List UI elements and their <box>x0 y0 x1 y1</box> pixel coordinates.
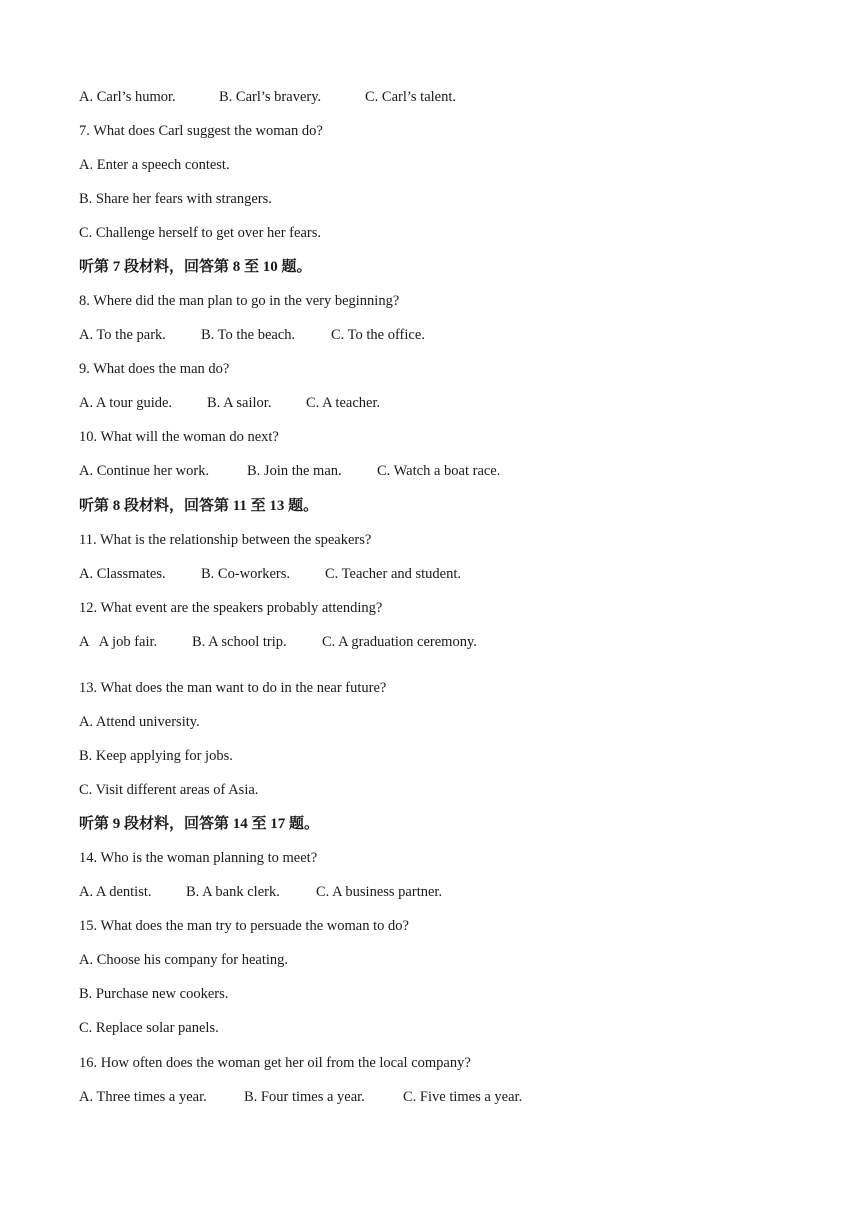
section-heading-7: 听第 7 段材料，回答第 8 至 10 题。 <box>79 259 312 275</box>
option-b: B. To the beach. <box>201 327 296 343</box>
question-9-options <box>79 394 380 412</box>
option-a: A. A tour guide. <box>79 395 173 411</box>
option-c: C. A graduation ceremony. <box>322 634 477 650</box>
option-c: C. A teacher. <box>306 395 381 411</box>
question-7-option-b: B. Share her fears with strangers. <box>79 191 272 207</box>
option-c: C. A business partner. <box>316 884 443 900</box>
question-12-options <box>79 633 477 651</box>
option-a: A. Classmates. <box>79 566 166 582</box>
question-13-option-a: A. Attend university. <box>79 714 200 730</box>
question-11-options <box>79 565 461 583</box>
question-13-option-b: B. Keep applying for jobs. <box>79 748 233 764</box>
option-b: B. Join the man. <box>247 463 342 479</box>
question-16: 16. How often does the woman get her oil from the local company? <box>79 1055 471 1071</box>
option-a: A. Carl’s humor. <box>79 89 176 105</box>
question-7: 7. What does Carl suggest the woman do? <box>79 123 323 139</box>
option-a: A. To the park. <box>79 327 166 343</box>
option-c: C. Teacher and student. <box>325 566 462 582</box>
question-14: 14. Who is the woman planning to meet? <box>79 850 318 866</box>
question-7-option-c: C. Challenge herself to get over her fears. <box>79 225 321 241</box>
option-a: A. Continue her work. <box>79 463 210 479</box>
question-13: 13. What does the man want to do in the near future? <box>79 680 387 696</box>
question-15-option-a: A. Choose his company for heating. <box>79 952 289 968</box>
option-c: C. Watch a boat race. <box>377 463 501 479</box>
section-heading-8: 听第 8 段材料，回答第 11 至 13 题。 <box>79 498 319 514</box>
option-a: A A job fair. <box>79 634 158 650</box>
option-c: C. To the office. <box>331 327 425 343</box>
question-7-option-a: A. Enter a speech contest. <box>79 157 230 173</box>
question-13-option-c: C. Visit different areas of Asia. <box>79 782 259 798</box>
option-b: B. Carl’s bravery. <box>219 89 322 105</box>
question-9: 9. What does the man do? <box>79 361 230 377</box>
option-c: C. Carl’s talent. <box>365 89 457 105</box>
question-12: 12. What event are the speakers probably attending? <box>79 600 383 616</box>
question-8: 8. Where did the man plan to go in the very beginning? <box>79 293 400 309</box>
question-6-options <box>79 88 456 106</box>
question-15-option-b: B. Purchase new cookers. <box>79 986 229 1002</box>
question-15: 15. What does the man try to persuade the woman to do? <box>79 918 409 934</box>
option-b: B. Co-workers. <box>201 566 291 582</box>
question-15-option-c: C. Replace solar panels. <box>79 1020 219 1036</box>
option-b: B. Four times a year. <box>244 1089 365 1105</box>
option-a: A. A dentist. <box>79 884 152 900</box>
question-10-options <box>79 462 500 480</box>
option-a: A. Three times a year. <box>79 1089 207 1105</box>
question-16-options <box>79 1088 522 1106</box>
option-c: C. Five times a year. <box>403 1089 523 1105</box>
question-8-options <box>79 326 425 344</box>
option-b: B. A sailor. <box>207 395 272 411</box>
option-b: B. A bank clerk. <box>186 884 280 900</box>
section-heading-9: 听第 9 段材料，回答第 14 至 17 题。 <box>79 816 320 832</box>
question-10: 10. What will the woman do next? <box>79 429 279 445</box>
question-14-options <box>79 883 442 901</box>
question-11: 11. What is the relationship between the speakers? <box>79 532 372 548</box>
option-b: B. A school trip. <box>192 634 287 650</box>
